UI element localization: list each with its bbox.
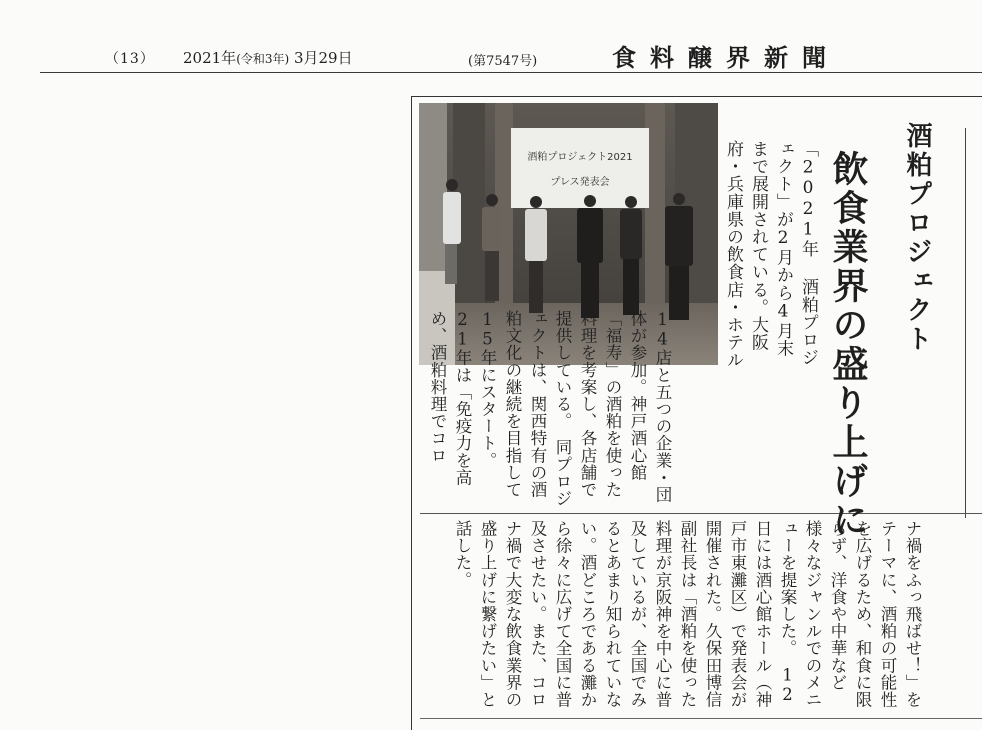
date-day: 3月29日 xyxy=(293,49,353,67)
projection-screen xyxy=(511,128,649,208)
masthead-rule xyxy=(40,72,982,73)
article-body-middle: 14店と五つの企業・団体が参加。神戸酒心館「福寿」の酒粕を使った料理を考案し、各店舗で提供している。 同プロジェクトは、関西特有の酒粕文化の継続を目指して15年にスタート。21年は「免疫力を高め、酒粕料理でコロ xyxy=(428,310,672,507)
screen-text-title: 酒粕プロジェクト2021 xyxy=(527,152,633,163)
article-kicker: 酒粕プロジェクト xyxy=(902,122,932,354)
page-number: （13） xyxy=(105,51,155,67)
article-headline: 飲食業界の盛り上げに xyxy=(827,150,869,540)
article-top-border xyxy=(411,96,982,97)
newspaper-name: 食料醸界新聞 xyxy=(612,44,840,72)
screen-text-subtitle: プレス発表会 xyxy=(550,177,610,188)
date-year: 2021年 xyxy=(183,49,237,67)
article-left-border xyxy=(411,96,412,730)
article-bottom-rule xyxy=(420,718,982,719)
headline-side-rule xyxy=(965,128,966,518)
publication-date xyxy=(183,47,353,68)
section-divider xyxy=(420,513,982,514)
article-body-bottom: ナ禍をふっ飛ばせ！」をテーマに、酒粕の可能性を広げるため、和食に限らず、洋食や中華など様々なジャンルでのメニューを提案した。 12日には酒心館ホール（神戸市東灘区）で発表会が開催された。久保田博信副社長は「酒粕を使った料理が京阪神を中心に普及しているが、全国でみるとあまり知られていない。酒どころである灘から徐々に広げて全国に普及させたい。また、コロナ禍で大変な飲食業界の盛り上げに繋げたい」と話した。 xyxy=(453,520,922,709)
date-era: (令和3年) xyxy=(236,52,290,66)
article-body-lead: 「2021年 酒粕プロジェクト」が2月から4月末まで展開されている。大阪府・兵庫県の飲食店・ホテル xyxy=(723,140,818,369)
issue-number: (第7547号) xyxy=(468,54,538,69)
